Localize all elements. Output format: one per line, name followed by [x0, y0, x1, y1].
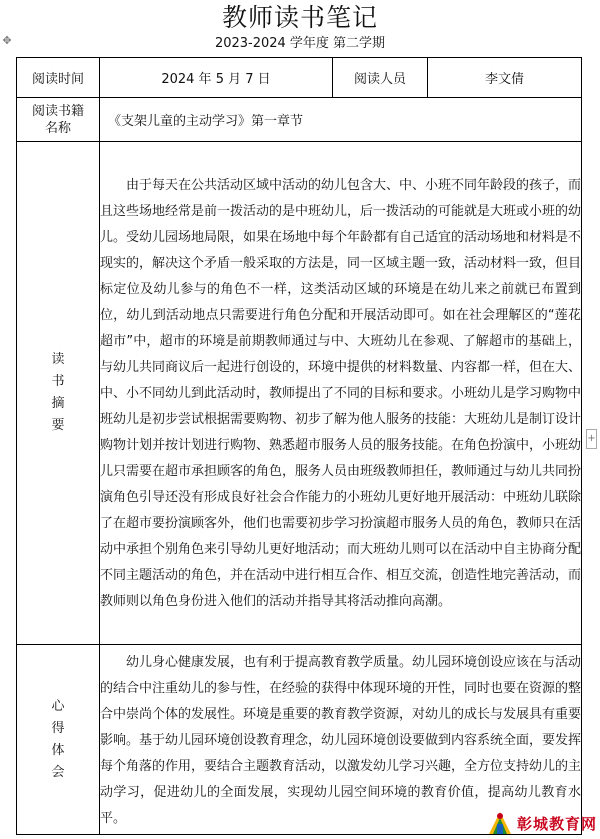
- summary-label-char: 读: [51, 352, 65, 367]
- reflection-paragraph: 幼儿身心健康发展，也有利于提高教育教学质量。幼儿园环境创设应该在与活动的结合中注重幼儿的参与性，在经验的获得中体现环境的开性，同时也要在资源的整合中崇尚个体的发展性。环境是重要的教育教学资源，对幼儿的成长与发展具有重要影响。基于幼儿园环境创设教育理念，幼儿园环境创设要做到内容系统全面，要发挥每个角落的作用，要结合主题教育活动，以激发幼儿学习兴趣，全方位支持幼儿的主动学习，促进幼儿的全面发展，实现幼儿园空间环境的教育价值，提高幼儿教育水平。: [100, 654, 582, 826]
- book-label-text: 阅读书籍名称: [31, 103, 84, 136]
- reflection-label-char: 会: [51, 764, 65, 780]
- summary-label-char: 摘: [51, 396, 65, 411]
- reading-notes-table: [16, 57, 582, 835]
- site-watermark: [487, 808, 599, 838]
- read-time-label: 阅读时间: [17, 58, 100, 98]
- reflection-label-char: 体: [51, 742, 65, 758]
- book-label: [17, 98, 100, 142]
- summary-label-char: 要: [51, 418, 65, 433]
- reflection-content: [100, 645, 582, 835]
- document-subtitle: 2023-2024 学年度 第二学期: [214, 36, 386, 51]
- site-logo-icon: [487, 810, 513, 836]
- document-title: 教师读书笔记: [221, 3, 378, 32]
- summary-label: [17, 142, 100, 645]
- watermark-text: 彰城教育网: [517, 814, 598, 833]
- reflection-label-char: 得: [51, 720, 65, 736]
- reflection-label: [17, 645, 100, 835]
- table-row: [17, 98, 582, 142]
- table-move-handle-icon[interactable]: ✥: [2, 34, 12, 47]
- table-row: [17, 58, 582, 98]
- table-row: [17, 142, 582, 645]
- add-column-handle-icon[interactable]: +: [586, 429, 597, 449]
- reader-value: 李文倩: [428, 58, 582, 98]
- book-value: 《支架儿童的主动学习》第一章节: [100, 98, 582, 142]
- summary-label-char: 书: [51, 374, 65, 389]
- read-time-value: 2024 年 5 月 7 日: [100, 58, 333, 98]
- summary-paragraph: 由于每天在公共活动区域中活动的幼儿包含大、中、小班不同年龄段的孩子，而且这些场地经常是前一拨活动的是中班幼儿，后一拨活动的可能就是大班或小班的幼儿。受幼儿园场地局限，如果在场地中每个年龄都有自己适宜的活动场地和材料是不现实的，解决这个矛盾一般采取的方法是，同一区域主题一致，活动材料一致，但目标定位及幼儿参与的角色不一样，这类活动区域的环境是在幼儿来之前就已布置到位，幼儿到活动地点只需要进行角色分配和开展活动即可。如在社会理解区的“莲花超市”中，超市的环境是前期教师通过与中、大班幼儿在参观、了解超市的基础上，与幼儿共同商议后一起进行创设的，环境中提供的材料数量、内容都一样，但在大、中、小不同幼儿到此活动时，教师提出了不同的目标和要求。小班幼儿是学习购物中班幼儿是初步尝试根据需要购物、初步了解为他人服务的技能：大班幼儿是制订设计购物计划并按计划进行购物、熟悉超市服务人员的服务技能。在角色扮演中，小班幼儿只需要在超市承担顾客的角色，服务人员由班级教师担任，教师通过与幼儿共同扮演角色引导还没有形成良好社会合作能力的小班幼儿更好地开展活动：中班幼儿联除了在超市要扮演顾客外，他们也需要初步学习扮演超市服务人员的角色，教师只在活动中承担个别角色来引导幼儿更好地活动；而大班幼儿则可以在活动中自主协商分配不同主题活动的角色，并在活动中进行相互合作、相互交流，创造性地完善活动，而教师则以角色身份进入他们的活动并指导其将活动推向高潮。: [100, 178, 582, 609]
- reflection-label-char: 心: [51, 698, 65, 714]
- summary-content: [100, 142, 582, 645]
- table-row: [17, 645, 582, 835]
- reader-label: 阅读人员: [333, 58, 428, 98]
